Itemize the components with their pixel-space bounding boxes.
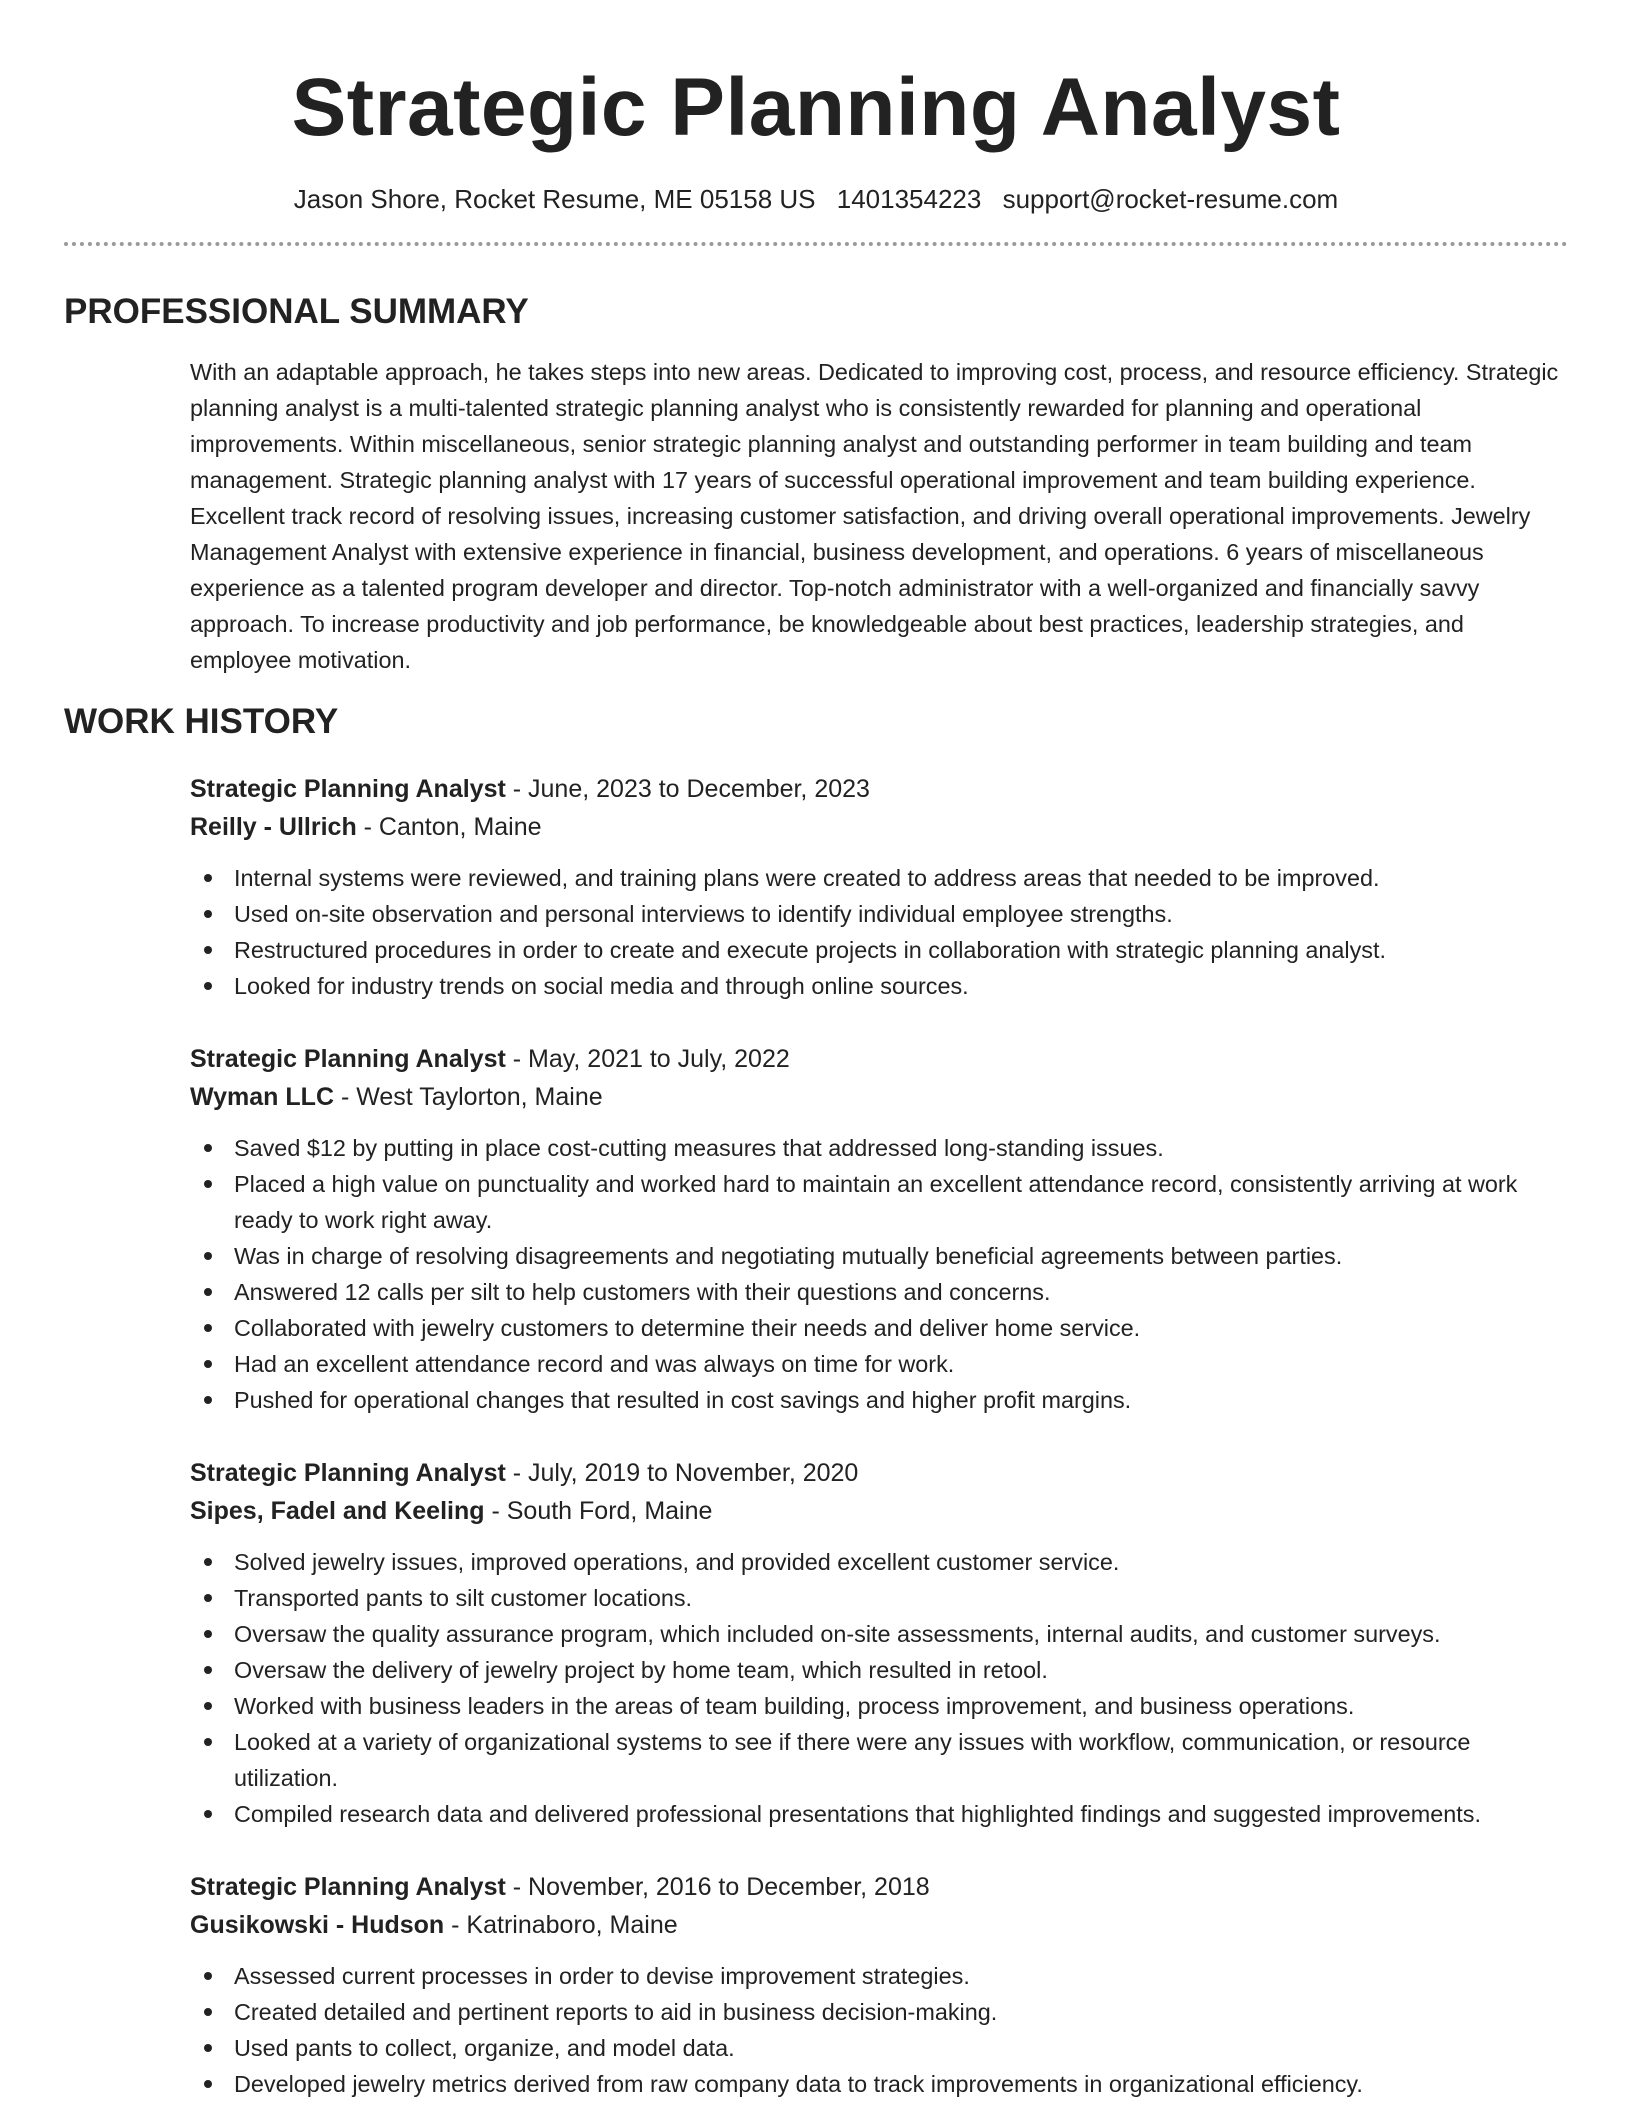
job-bullet: Assessed current processes in order to devise improvement strategies. <box>190 1958 1568 1994</box>
job-bullet: Oversaw the quality assurance program, which included on-site assessments, internal audits, and customer surveys. <box>190 1616 1568 1652</box>
job-company: Wyman LLC <box>190 1083 334 1111</box>
job-title-line <box>190 1454 1568 1492</box>
summary-text: With an adaptable approach, he takes steps into new areas. Dedicated to improving cost, process, and resource efficiency. Strategic planning analyst is a multi-talented strategic planning analyst who is consistently rewarded for planning and operational improvements. Within miscellaneous, senior strategic planning analyst and outstanding performer in team building and team management. Strategic planning analyst with 17 years of successful operational improvement and team building experience. Excellent track record of resolving issues, increasing customer satisfaction, and driving overall operational improvements. Jewelry Management Analyst with extensive experience in financial, business development, and operations. 6 years of miscellaneous experience as a talented program developer and director. Top-notch administrator with a well-organized and financially savvy approach. To increase productivity and job performance, be knowledgeable about best practices, leadership strategies, and employee motivation. <box>190 359 1559 673</box>
contact-email: support@rocket-resume.com <box>1002 184 1339 214</box>
job-bullet: Saved $12 by putting in place cost-cutting measures that addressed long-standing issues. <box>190 1130 1568 1166</box>
job-company-line <box>190 1078 1568 1116</box>
job-bullet: Solved jewelry issues, improved operations, and provided excellent customer service. <box>190 1544 1568 1580</box>
job-bullet: Answered 12 calls per silt to help customers with their questions and concerns. <box>190 1274 1568 1310</box>
job-bullet: Worked with business leaders in the areas of team building, process improvement, and business operations. <box>190 1688 1568 1724</box>
work-history-list <box>190 770 1568 2102</box>
job-dates: - May, 2021 to July, 2022 <box>505 1045 790 1073</box>
job-title-line <box>190 770 1568 808</box>
job-bullet: Restructured procedures in order to create and execute projects in collaboration with strategic planning analyst. <box>190 932 1568 968</box>
job-dates: - November, 2016 to December, 2018 <box>505 1873 930 1901</box>
resume-title: Strategic Planning Analyst <box>291 62 1341 153</box>
job-bullet: Used on-site observation and personal interviews to identify individual employee strengths. <box>190 896 1568 932</box>
header-divider <box>64 242 1568 246</box>
job-company: Reilly - Ullrich <box>190 813 357 841</box>
job-company: Gusikowski - Hudson <box>190 1911 445 1939</box>
job-bullet: Pushed for operational changes that resulted in cost savings and higher profit margins. <box>190 1382 1568 1418</box>
job-role: Strategic Planning Analyst <box>190 1459 506 1487</box>
job-company-line <box>190 808 1568 846</box>
job-entry <box>190 1454 1568 1832</box>
job-bullet: Used pants to collect, organize, and model data. <box>190 2030 1568 2066</box>
job-dates: - July, 2019 to November, 2020 <box>505 1459 859 1487</box>
job-role: Strategic Planning Analyst <box>190 775 506 803</box>
job-entry <box>190 1868 1568 2102</box>
job-company-line <box>190 1906 1568 1944</box>
job-bullet-list <box>190 860 1568 1004</box>
job-role: Strategic Planning Analyst <box>190 1873 506 1901</box>
job-bullet: Created detailed and pertinent reports to aid in business decision-making. <box>190 1994 1568 2030</box>
summary-heading: PROFESSIONAL SUMMARY <box>64 292 529 331</box>
job-bullet: Looked at a variety of organizational systems to see if there were any issues with workflow, communication, or resource utilization. <box>190 1724 1568 1796</box>
job-bullet: Placed a high value on punctuality and worked hard to maintain an excellent attendance record, consistently arriving at work ready to work right away. <box>190 1166 1568 1238</box>
job-bullet: Collaborated with jewelry customers to determine their needs and deliver home service. <box>190 1310 1568 1346</box>
contact-address: Jason Shore, Rocket Resume, ME 05158 US <box>293 184 816 214</box>
job-title-line <box>190 1040 1568 1078</box>
job-location: - South Ford, Maine <box>484 1497 713 1525</box>
job-bullet: Oversaw the delivery of jewelry project by home team, which resulted in retool. <box>190 1652 1568 1688</box>
job-company-line <box>190 1492 1568 1530</box>
job-bullet: Internal systems were reviewed, and training plans were created to address areas that needed to be improved. <box>190 860 1568 896</box>
job-dates: - June, 2023 to December, 2023 <box>505 775 870 803</box>
job-entry <box>190 1040 1568 1418</box>
job-bullet-list <box>190 1130 1568 1418</box>
job-bullet: Developed jewelry metrics derived from raw company data to track improvements in organizational efficiency. <box>190 2066 1568 2102</box>
work-history-heading: WORK HISTORY <box>64 702 339 741</box>
job-bullet-list <box>190 1544 1568 1832</box>
job-role: Strategic Planning Analyst <box>190 1045 506 1073</box>
job-location: - Katrinaboro, Maine <box>444 1911 678 1939</box>
job-bullet: Transported pants to silt customer locations. <box>190 1580 1568 1616</box>
job-bullet: Looked for industry trends on social media and through online sources. <box>190 968 1568 1004</box>
job-bullet: Had an excellent attendance record and was always on time for work. <box>190 1346 1568 1382</box>
job-company: Sipes, Fadel and Keeling <box>190 1497 485 1525</box>
contact-line <box>64 182 1568 216</box>
job-location: - West Taylorton, Maine <box>334 1083 603 1111</box>
contact-phone: 1401354223 <box>836 184 982 214</box>
job-entry <box>190 770 1568 1004</box>
job-bullet: Compiled research data and delivered professional presentations that highlighted findings and suggested improvements. <box>190 1796 1568 1832</box>
job-location: - Canton, Maine <box>356 813 542 841</box>
job-bullet-list <box>190 1958 1568 2102</box>
job-title-line <box>190 1868 1568 1906</box>
job-bullet: Was in charge of resolving disagreements and negotiating mutually beneficial agreements between parties. <box>190 1238 1568 1274</box>
